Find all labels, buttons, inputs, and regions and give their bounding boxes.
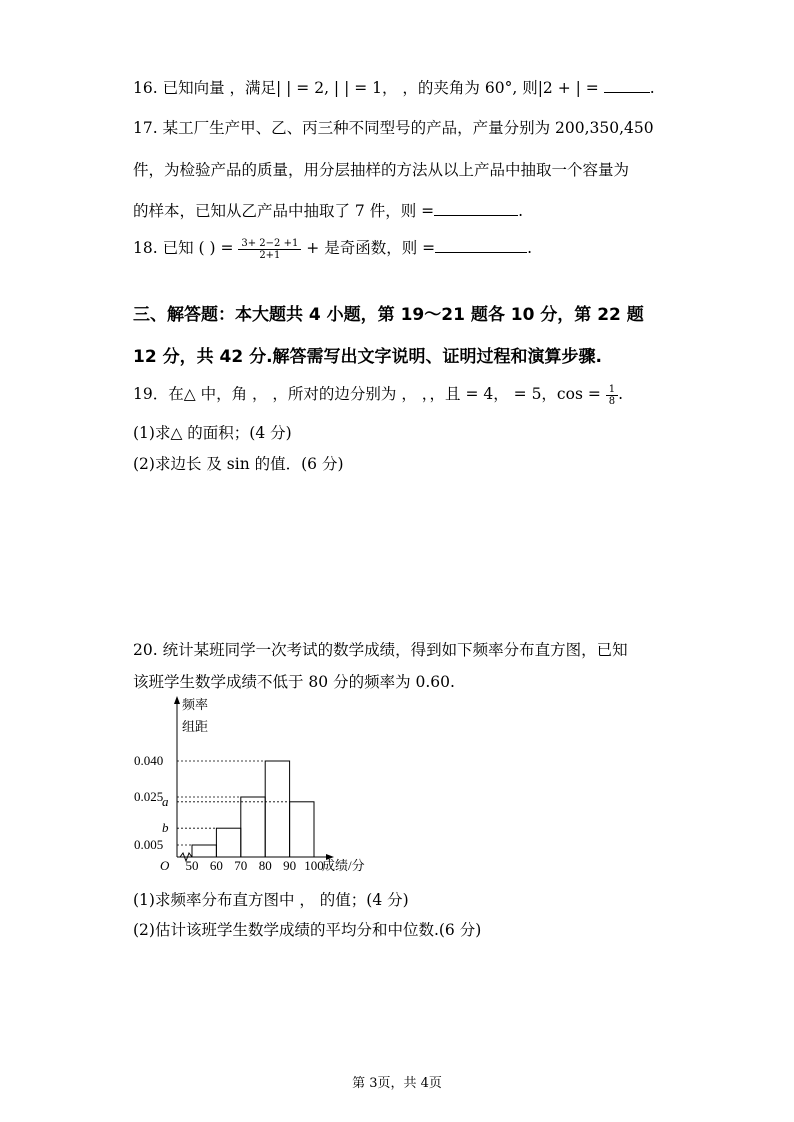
- y-axis-arrow: [174, 696, 180, 704]
- question-19: [133, 382, 623, 407]
- y-tick-label: a: [162, 793, 169, 809]
- x-tick-label: 100: [304, 858, 324, 873]
- q19-frac-den: 8: [608, 395, 616, 407]
- section-3-heading-line-1: 三、解答题：本大题共 4 小题，第 19～21 题各 10 分，第 22 题: [133, 305, 644, 325]
- q17-end: .: [518, 202, 524, 220]
- origin-label: O: [160, 858, 170, 873]
- q16-text: 16. 已知向量 ，满足| | = 2, | | = 1， ，的夹角为 60°, 则|2 + | =: [133, 79, 604, 97]
- q19-end: .: [618, 385, 624, 403]
- x-axis-label: 成绩/分: [322, 858, 365, 873]
- y-tick-label: b: [162, 820, 169, 836]
- q19-part-2: (2)求边长 及 sin 的值．(6 分): [133, 455, 344, 473]
- page-footer: 第 3页，共 4页: [352, 1076, 442, 1091]
- histogram-bar: [192, 845, 216, 857]
- q19-part-1: (1)求△ 的面积；(4 分): [133, 424, 292, 442]
- section-3-heading-line-2: 12 分，共 42 分.解答需写出文字说明、证明过程和演算步骤.: [133, 347, 602, 367]
- y-axis-label-bottom: 组距: [182, 719, 209, 734]
- histogram-bar: [241, 797, 265, 857]
- histogram-bar: [265, 761, 289, 857]
- x-tick-label: 80: [258, 858, 272, 873]
- histogram-bar: [290, 802, 314, 857]
- x-tick-label: 90: [283, 858, 297, 873]
- q19-fraction: [606, 384, 618, 407]
- q20-part-1: (1)求频率分布直方图中 ， 的值；(4 分): [133, 891, 409, 909]
- q19-main: 19．在△ 中，角 ， ，所对的边分别为 ， ，，且 = 4， = 5，cos =: [133, 385, 601, 403]
- q17-line-1: 17. 某工厂生产甲、乙、丙三种不同型号的产品，产量分别为 200,350,450: [133, 119, 654, 137]
- frequency-histogram: [120, 690, 400, 880]
- y-tick-label: 0.040: [134, 753, 164, 768]
- x-tick-label: 50: [185, 858, 199, 873]
- q17-line-2: 件，为检验产品的质量，用分层抽样的方法从以上产品中抽取一个容量为: [133, 161, 630, 179]
- y-tick-label: 0.025: [134, 789, 164, 804]
- q18-fraction: [238, 238, 301, 261]
- q18-denominator: 2+1: [259, 249, 281, 261]
- y-tick-label: 0.005: [134, 837, 164, 852]
- q20-part-2: (2)估计该班学生数学成绩的平均分和中位数.(6 分): [133, 921, 482, 939]
- q18-end: .: [527, 239, 533, 257]
- q18-prefix: 18. 已知 ( ) =: [133, 239, 234, 257]
- q20-line-2: 该班学生数学成绩不低于 80 分的频率为 0.60.: [133, 673, 455, 691]
- histogram-bar: [216, 828, 240, 857]
- q19-frac-num: 1: [606, 384, 618, 396]
- q16-answer-blank[interactable]: [604, 78, 650, 93]
- question-17-line-3: [133, 199, 523, 221]
- q18-suffix: + 是奇函数，则 =: [306, 239, 436, 257]
- q16-end: .: [649, 79, 655, 97]
- x-tick-label: 70: [234, 858, 248, 873]
- q18-answer-blank[interactable]: [435, 238, 527, 253]
- q17-answer-blank[interactable]: [434, 201, 518, 216]
- question-18: [133, 236, 532, 261]
- q17-line-3-text: 的样本，已知从乙产品中抽取了 7 件，则 =: [133, 202, 435, 220]
- q20-line-1: 20. 统计某班同学一次考试的数学成绩，得到如下频率分布直方图，已知: [133, 641, 628, 659]
- q18-numerator: 3+ 2−2 +1: [238, 238, 301, 250]
- y-axis-label-top: 频率: [182, 697, 209, 712]
- x-tick-label: 60: [209, 858, 223, 873]
- question-16: [133, 76, 655, 98]
